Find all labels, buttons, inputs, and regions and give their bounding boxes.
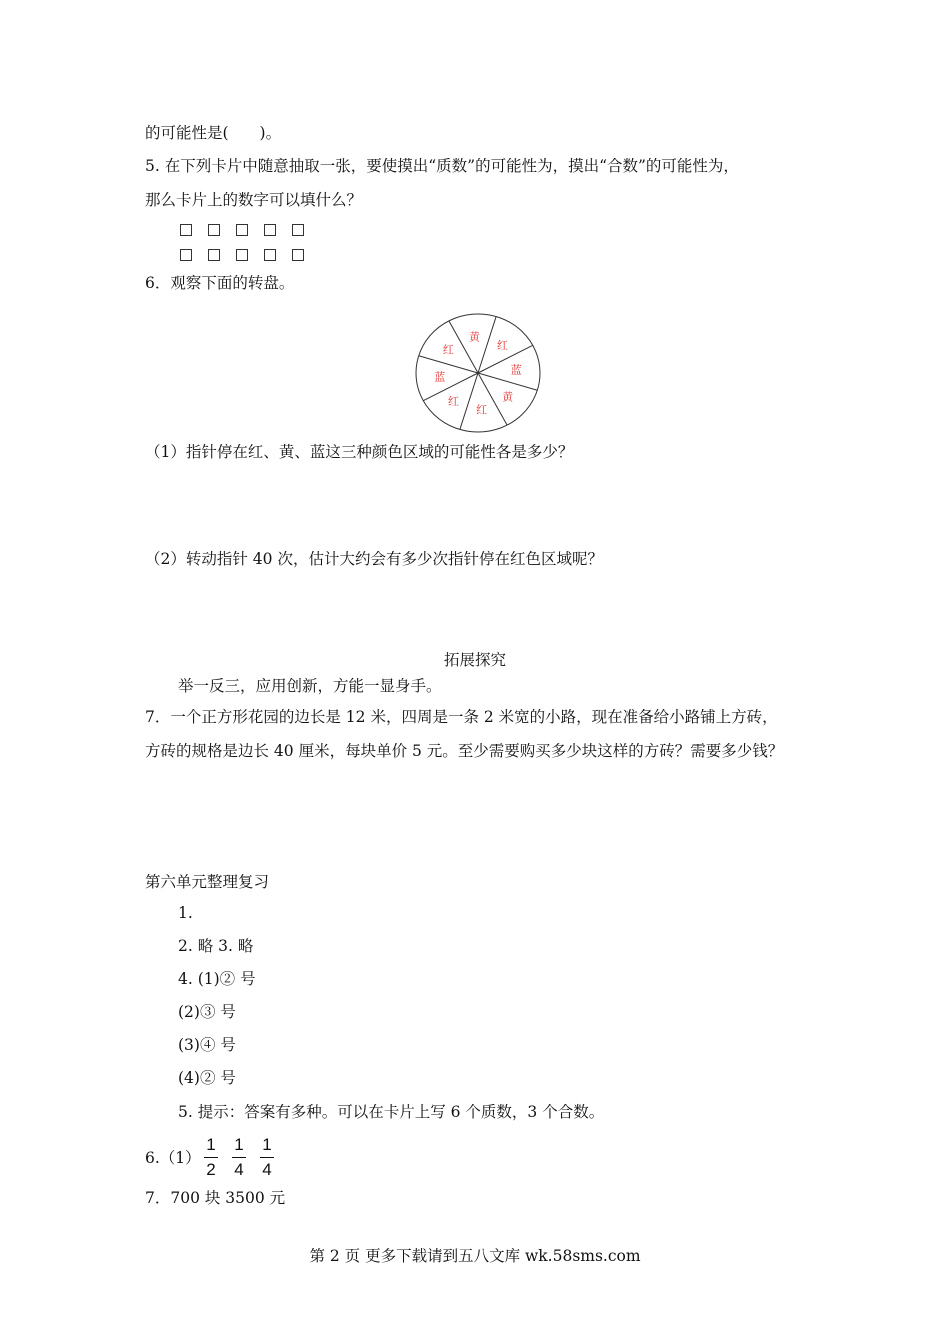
- section-subtitle: 举一反三，应用创新，方能一显身手。: [178, 677, 442, 695]
- answer-7: 7．700 块 3500 元: [145, 1189, 286, 1207]
- card-box: [264, 249, 276, 261]
- spinner-sector-label: 蓝: [434, 370, 446, 384]
- section-title: 拓展探究: [443, 651, 506, 669]
- spinner-sector-label: 黄: [468, 330, 480, 344]
- card-boxes-row-2: [180, 245, 320, 263]
- line-possibility: 的可能性是( )。: [145, 124, 282, 142]
- card-box: [292, 224, 304, 236]
- fraction-denominator: 4: [234, 1160, 244, 1179]
- question-7-line-1: 7．一个正方形花园的边长是 12 米，四周是一条 2 米宽的小路，现在准备给小路铺上方砖，: [145, 708, 778, 726]
- answer-4-2: (2)③ 号: [178, 1003, 236, 1021]
- fraction-denominator: 4: [262, 1160, 272, 1179]
- spinner-sector-label: 红: [496, 338, 508, 352]
- answer-4-3: (3)④ 号: [178, 1036, 236, 1054]
- fraction-numerator: 1: [206, 1135, 216, 1154]
- answer-5: 5. 提示：答案有多种。可以在卡片上写 6 个质数，3 个合数。: [178, 1103, 605, 1121]
- spinner-sector-label: 黄: [502, 390, 514, 404]
- question-6-part-1: （1）指针停在红、黄、蓝这三种颜色区域的可能性各是多少？: [145, 443, 574, 461]
- answer-2-3: 2. 略 3. 略: [178, 937, 254, 955]
- card-box: [180, 249, 192, 261]
- spinner-wheel: [410, 308, 546, 438]
- spinner-sector-label: 红: [476, 403, 488, 417]
- question-6-part-2: （2）转动指针 40 次，估计大约会有多少次指针停在红色区域呢？: [145, 550, 603, 568]
- spinner-sector-label: 红: [442, 343, 454, 357]
- answer-1: 1.: [178, 904, 193, 922]
- card-boxes-row-1: [180, 220, 320, 238]
- card-box: [208, 224, 220, 236]
- card-box: [236, 224, 248, 236]
- fraction-one-quarter: [232, 1136, 246, 1179]
- card-box: [208, 249, 220, 261]
- card-box: [236, 249, 248, 261]
- card-box: [180, 224, 192, 236]
- answer-4-1: 4. (1)② 号: [178, 970, 256, 988]
- fraction-one-half: [204, 1136, 218, 1179]
- spinner-sector-label: 蓝: [510, 363, 522, 377]
- fraction-one-quarter: [260, 1136, 274, 1179]
- question-5-line-1: 5. 在下列卡片中随意抽取一张，要使摸出“质数”的可能性为，摸出“合数”的可能性为，: [145, 157, 739, 175]
- question-7-line-2: 方砖的规格是边长 40 厘米，每块单价 5 元。至少需要购买多少块这样的方砖？需要多少钱？: [145, 742, 784, 760]
- answer-4-4: (4)② 号: [178, 1069, 236, 1087]
- question-6: 6．观察下面的转盘。: [145, 274, 295, 292]
- fraction-numerator: 1: [262, 1135, 272, 1154]
- spinner-sector-label: 红: [448, 395, 460, 409]
- fraction-denominator: 2: [206, 1160, 216, 1179]
- page-footer: 第 2 页 更多下载请到五八文库 wk.58sms.com: [309, 1247, 641, 1265]
- card-box: [264, 224, 276, 236]
- fraction-numerator: 1: [234, 1135, 244, 1154]
- answer-6-label: 6.（1）: [145, 1149, 201, 1167]
- question-5-line-2: 那么卡片上的数字可以填什么？: [145, 191, 363, 209]
- card-box: [292, 249, 304, 261]
- answers-title: 第六单元整理复习: [145, 873, 270, 891]
